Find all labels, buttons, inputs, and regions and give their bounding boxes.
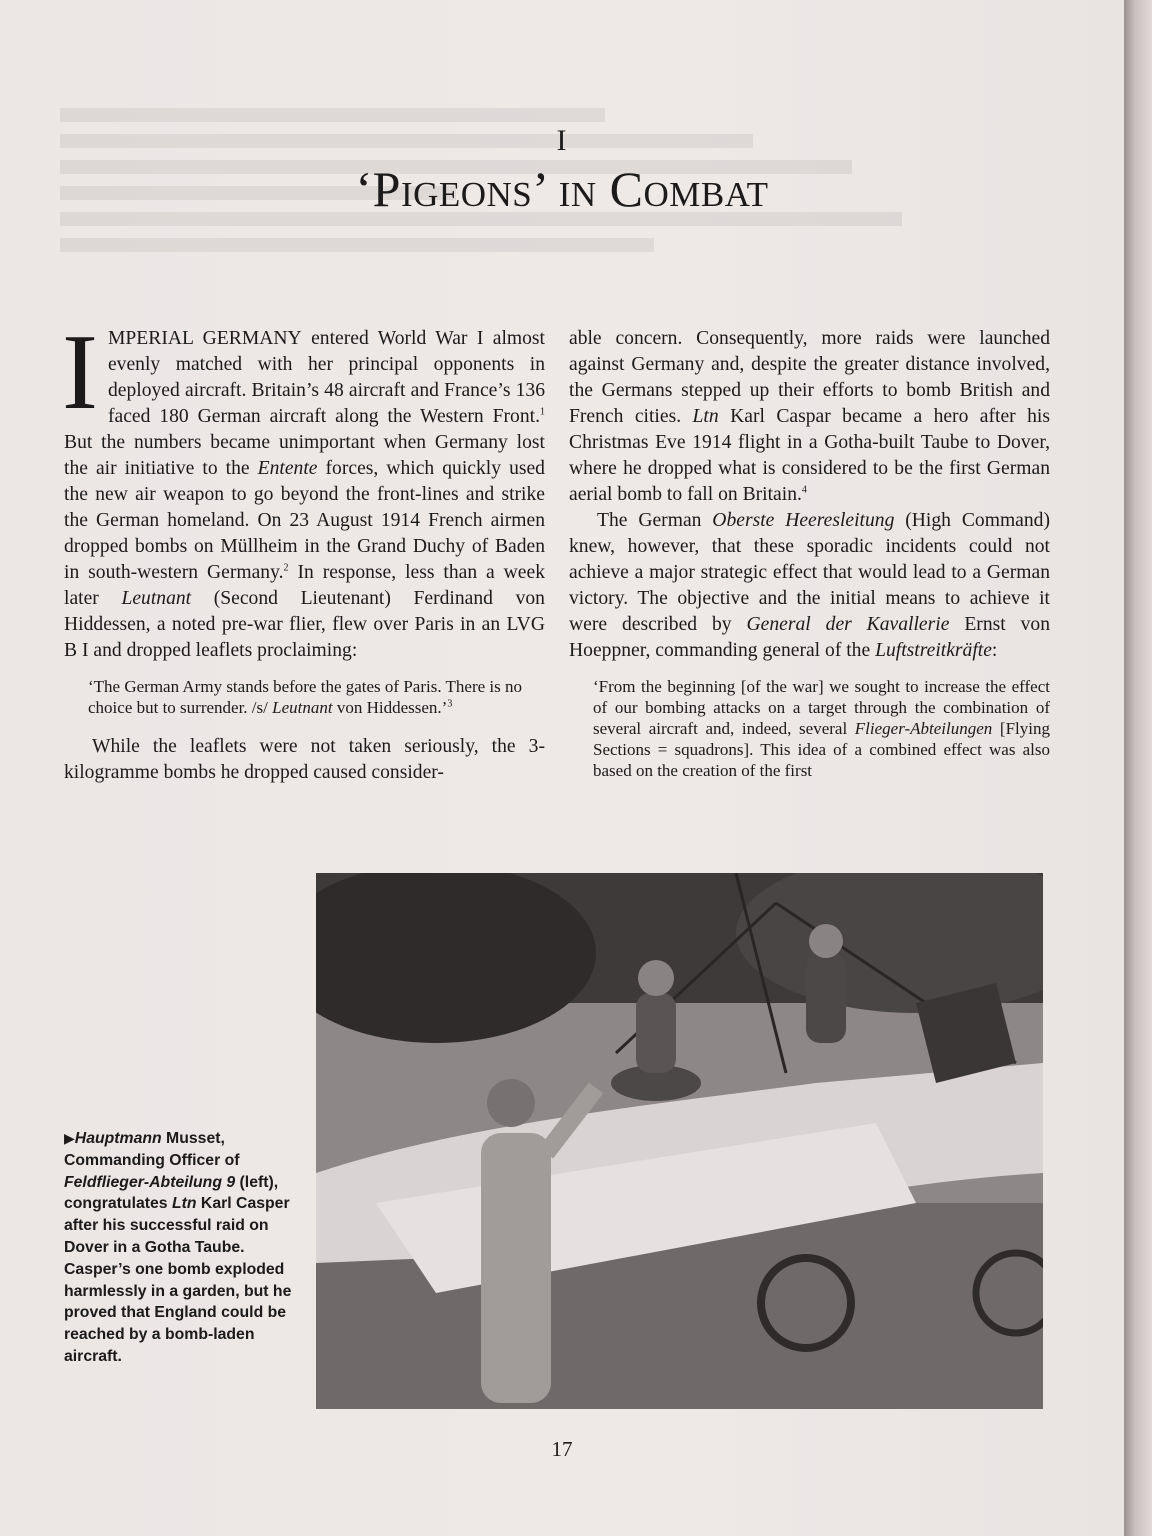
text-run: (High Command) knew, however, that these sporadic incidents could not achieve a major strategic effect that would lead to a German victory. The objective and the initial means to achieve it were described by (569, 510, 1050, 635)
text-run: forces, which quickly used the new air weapon to go beyond the front-lines and strike the German homeland. On 23 August 1914 French airmen dropped bombs on Müllheim in the Grand Duchy of Baden in south-western Germany. (64, 458, 545, 583)
italic-term: Ltn (692, 406, 719, 427)
opening-paragraph (62, 313, 546, 664)
italic-term: Entente (257, 458, 318, 479)
text-run: (left), congratulates (64, 1173, 279, 1213)
arrow-right-icon: ▶ (64, 1130, 75, 1146)
italic-term: Hauptmann (74, 1130, 162, 1147)
footnote-ref: 2 (283, 562, 289, 574)
italic-term: Oberste Heeresleitung (712, 510, 895, 531)
pilot-head (638, 960, 674, 996)
block-quote (593, 676, 1050, 781)
paragraph: While the leaflets were not taken seriously, the 3-kilogramme bombs he dropped caused consider- (64, 736, 545, 783)
lead-in-caps: MPERIAL GERMANY (107, 328, 302, 349)
historical-photo (316, 873, 1043, 1409)
chapter-number: I (556, 124, 568, 157)
paragraph (569, 326, 1050, 508)
drop-cap: I (62, 313, 98, 432)
italic-term: Ltn (171, 1195, 197, 1213)
text-run: In response, less than a week later (64, 562, 545, 609)
photo-caption (64, 1128, 300, 1368)
pilot-figure (636, 993, 676, 1073)
text-run: (Second Lieutenant) Ferdinand von Hiddessen, a noted pre-war flier, flew over Paris in an LVG B I and dropped leaflets proclaiming: (64, 588, 545, 661)
text-run: entered World War I almost evenly matched with her principal opponents in deployed aircraft. Britain’s 48 aircraft and France’s 136 faced 180 German aircraft along the Western Front. (107, 328, 546, 427)
italic-term: Leutnant (121, 588, 192, 609)
text-run: Karl Casper after his successful raid on Dover in a Gotha Taube. Casper’s one bomb exploded harmlessly in a garden, but he proved that England could be reached by a bomb-laden aircraft. (64, 1195, 292, 1365)
page-number: 17 (551, 1437, 573, 1461)
footnote-ref: 4 (801, 484, 807, 496)
photo-illustration (316, 873, 1043, 1409)
footnote-ref: 1 (540, 406, 545, 418)
italic-term: Leutnant (272, 698, 333, 717)
paragraph (569, 508, 1050, 664)
text-run: able concern. Consequently, more raids were launched against Germany and, despite the greater distance involved, the Germans stepped up their efforts to bomb British and French cities. (569, 328, 1050, 427)
italic-term: Feldflieger-Abteilung 9 (64, 1173, 236, 1191)
right-column (569, 326, 1050, 781)
officer-figure (481, 1133, 551, 1403)
text-run: ‘From the beginning [of the war] we sought to increase the effect of our bombing attacks on a target through the combination of several aircraft and, indeed, several (593, 677, 1050, 738)
text-run: : (991, 640, 998, 661)
text-run: von Hiddessen.’ (332, 698, 448, 717)
book-page-edge (1124, 0, 1152, 1536)
footnote-ref: 3 (447, 698, 453, 710)
observer-figure (806, 953, 846, 1043)
text-run: Musset, Commanding Officer of (64, 1130, 240, 1169)
chapter-title: ‘Pigeons’ in Combat (355, 161, 769, 217)
observer-head (809, 924, 843, 958)
italic-term: General der Kavallerie (746, 614, 950, 635)
officer-head (487, 1079, 535, 1127)
left-column (62, 313, 546, 786)
block-quote (88, 676, 545, 718)
text-run: [Flying Sections = squadrons]. This idea of a combined effect was also based on the creation of the first (593, 719, 1050, 780)
italic-term: Luftstreitkräfte (875, 640, 992, 661)
italic-term: Flieger-Abteilungen (854, 719, 993, 738)
text-run: Karl Caspar became a hero after his Christmas Eve 1914 flight in a Gotha-built Taube to Dover, where he dropped what is considered to be the first German aerial bomb to fall on Britain. (569, 406, 1050, 505)
text-run: ‘The German Army stands before the gates of Paris. There is no choice but to surrender. /s/ (88, 677, 523, 717)
text-run: Ernst von Hoeppner, commanding general of the (569, 614, 1051, 661)
text-run: But the numbers became unimportant when Germany lost the air initiative to the (64, 432, 545, 479)
text-run: The German (597, 510, 713, 531)
